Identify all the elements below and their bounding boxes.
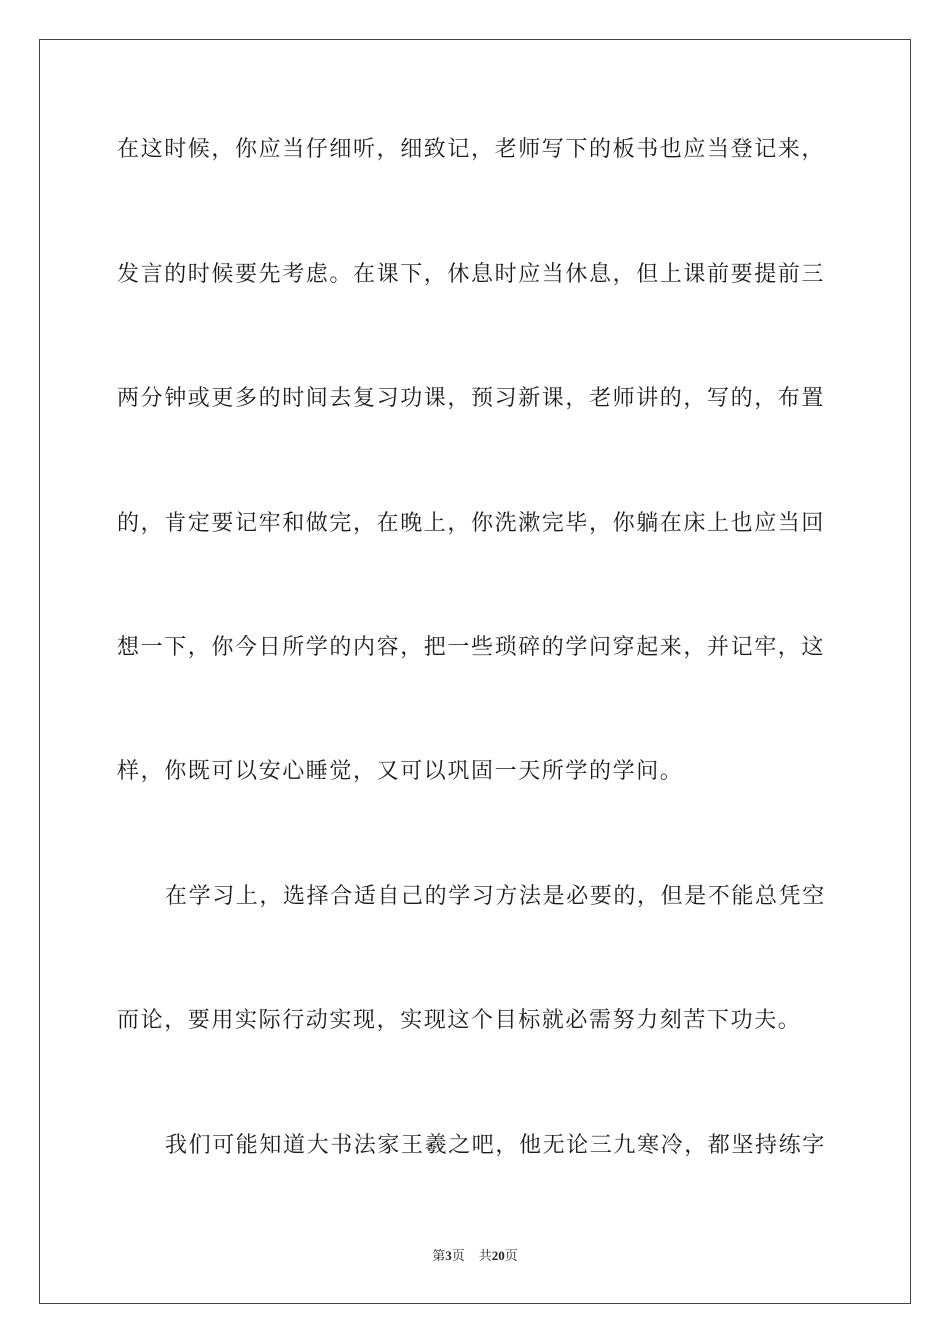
page-footer (0, 1247, 950, 1266)
text-line-8: 而论，要用实际行动实现，实现这个目标就必需努力刻苦下功夫。 (117, 1008, 802, 1033)
footer-total-pages: 20 (491, 1248, 505, 1263)
footer-total-suffix: 页 (504, 1249, 518, 1264)
text-line-5: 想一下，你今日所学的内容，把一些琐碎的学问穿起来，并记牢，这 (117, 635, 826, 660)
text-line-3: 两分钟或更多的时间去复习功课，预习新课，老师讲的，写的，布置 (117, 386, 826, 411)
footer-page-prefix: 第 (432, 1249, 446, 1264)
text-line-7-paragraph-start: 在学习上，选择合适自己的学习方法是必要的，但是不能总凭空 (165, 884, 826, 909)
text-line-9-paragraph-start: 我们可能知道大书法家王羲之吧，他无论三九寒冷，都坚持练字 (165, 1133, 826, 1158)
page-border (39, 39, 911, 1304)
footer-page-suffix: 页 (451, 1249, 465, 1264)
footer-page-number: 3 (445, 1248, 452, 1263)
text-line-1: 在这时候，你应当仔细听，细致记，老师写下的板书也应当登记来， (117, 137, 826, 162)
text-line-2: 发言的时候要先考虑。在课下，休息时应当休息，但上课前要提前三 (117, 262, 826, 287)
footer-total-prefix: 共 (478, 1249, 492, 1264)
text-line-4: 的，肯定要记牢和做完，在晚上，你洗漱完毕，你躺在床上也应当回 (117, 511, 826, 536)
text-line-6: 样，你既可以安心睡觉，又可以巩固一天所学的学问。 (117, 759, 684, 784)
